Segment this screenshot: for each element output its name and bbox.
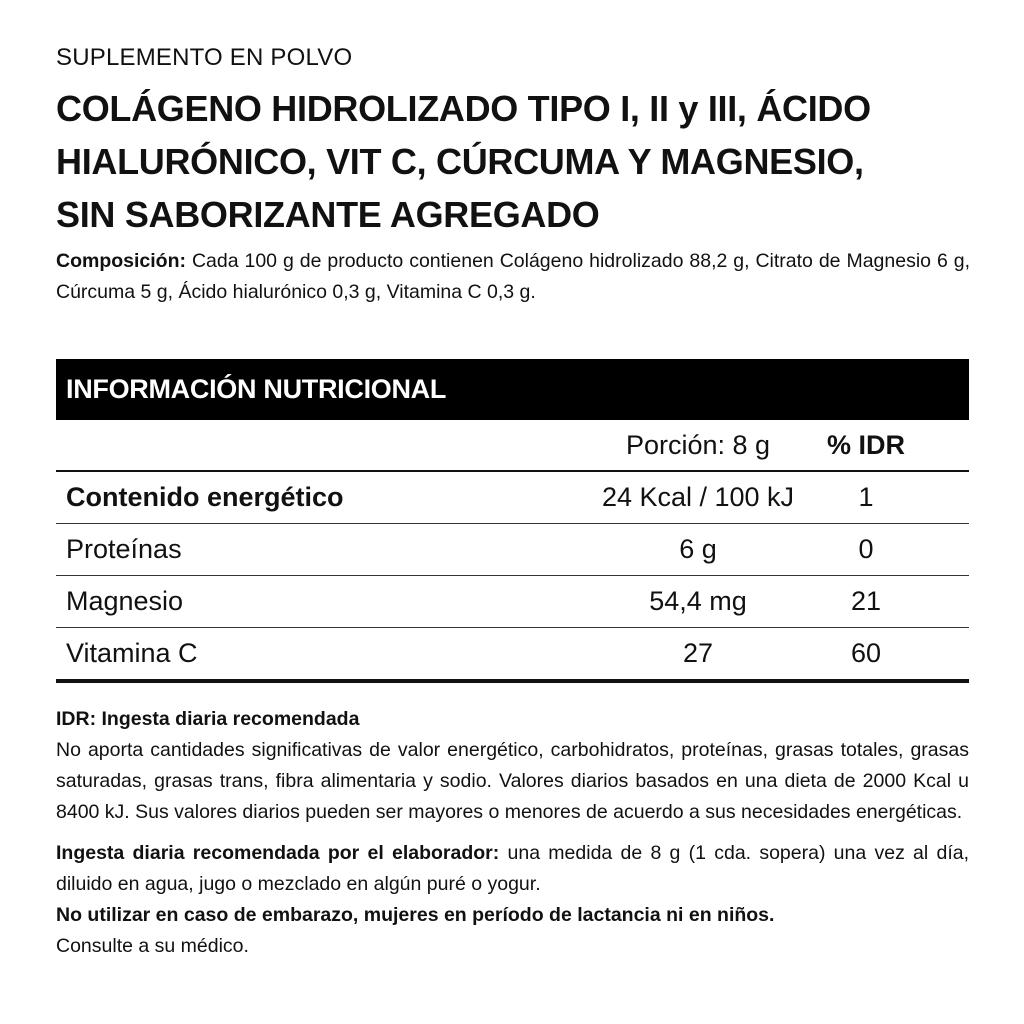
composition-text — [56, 246, 970, 308]
nutrient-idr-value: 0 — [858, 534, 874, 564]
nutrient-idr-value: 1 — [858, 482, 874, 512]
idr-definition: IDR: Ingesta diaria recomendada — [56, 708, 360, 730]
notes-section — [56, 704, 969, 962]
product-title-line: HIALURÓNICO, VIT C, CÚRCUMA Y MAGNESIO, — [56, 141, 864, 182]
nutrient-portion-value: 24 Kcal / 100 kJ — [601, 482, 795, 512]
nutrient-idr-value: 21 — [850, 586, 882, 616]
composition-body: Cada 100 g de producto contienen Colágeno hidrolizado 88,2 g, Citrato de Magnesio 6 g, Cúrcuma 5 g, Ácido hialurónico 0,3 g, Vitamina C 0,3 g. — [56, 250, 970, 303]
nutrient-portion-value: 54,4 mg — [649, 586, 747, 616]
recommended-intake-text: una medida de 8 g (1 cda. sopera) una vez al día, diluido en agua, jugo o mezclado en algún puré o yogur. — [56, 842, 970, 895]
table-row — [56, 472, 969, 524]
nutrient-portion-value: 6 g — [679, 534, 717, 564]
recommended-intake — [56, 838, 969, 900]
table-header-row — [56, 420, 969, 472]
nutrient-portion-value: 27 — [682, 638, 714, 668]
idr-column-header: % IDR — [826, 430, 905, 460]
nutrition-disclaimer: No aporta cantidades significativas de valor energético, carbohidratos, proteínas, grasas totales, grasas saturadas, grasas trans, fibra alimentaria y sodio. Valores diarios basados en una dieta de 2000 Kcal u 8400 kJ. Sus valores diarios pueden ser mayores o menores de acuerdo a sus necesidades energéticas. — [56, 739, 969, 823]
product-title — [56, 82, 976, 241]
nutrition-heading: INFORMACIÓN NUTRICIONAL — [56, 359, 969, 420]
composition-label: Composición: — [56, 250, 186, 272]
nutrient-idr-value: 60 — [850, 638, 882, 668]
table-row — [56, 524, 969, 576]
table-row — [56, 576, 969, 628]
consult-text: Consulte a su médico. — [56, 935, 249, 957]
warning-bold: No utilizar en caso de embarazo, mujeres en período de lactancia ni en niños. — [56, 904, 775, 926]
nutrient-name: Magnesio — [66, 586, 184, 616]
nutrition-table — [56, 420, 969, 683]
portion-column-header: Porción: 8 g — [625, 430, 771, 460]
nutrient-name: Contenido energético — [66, 482, 344, 512]
warning-text — [56, 900, 969, 931]
nutrient-name: Vitamina C — [66, 638, 198, 668]
table-row — [56, 628, 969, 683]
product-category: SUPLEMENTO EN POLVO — [56, 44, 353, 71]
product-title-line: COLÁGENO HIDROLIZADO TIPO I, II y III, ÁCIDO — [56, 88, 871, 129]
nutrient-name: Proteínas — [66, 534, 182, 564]
product-title-line: SIN SABORIZANTE AGREGADO — [56, 194, 600, 235]
recommended-intake-label: Ingesta diaria recomendada por el elaborador: — [56, 842, 500, 864]
